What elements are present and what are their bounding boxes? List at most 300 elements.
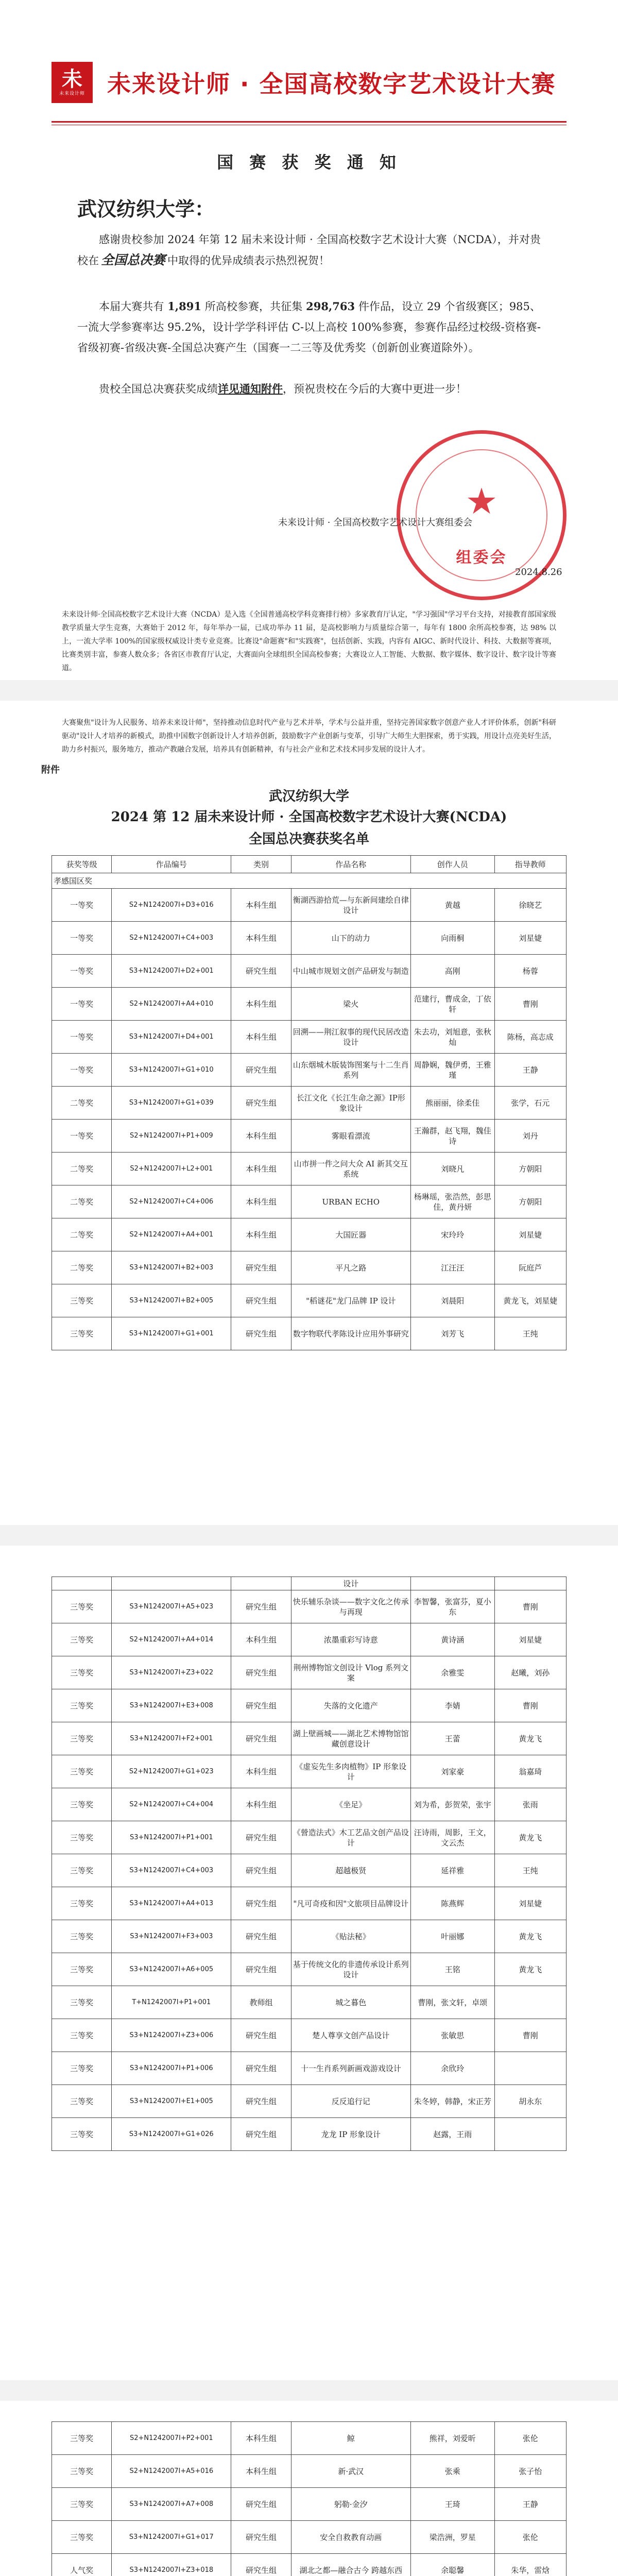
advisors-cell: 王静	[494, 1054, 566, 1087]
work-id-cell: S3+N1242007I+B2+005	[112, 1284, 231, 1317]
creators-cell: 汪诗雨，周影，王文，文云杰	[410, 1821, 494, 1854]
creators-cell: 江汪汪	[410, 1251, 494, 1284]
work-title-cell: 回溯——荆江叙事的现代民居改造设计	[291, 1021, 410, 1054]
category-cell: 研究生组	[231, 1284, 291, 1317]
category-cell: 本科生组	[231, 1120, 291, 1153]
creators-cell: 刘芳飞	[410, 1317, 494, 1350]
work-id-cell: S3+N1242007I+G1+017	[112, 2521, 231, 2554]
p2-text-a: 本届大赛共有	[99, 300, 168, 313]
creators-cell: 刘为希，彭贺荣，张宇	[410, 1788, 494, 1821]
creators-cell: 黄诗涵	[410, 1623, 494, 1656]
creators-cell: 宋玲玲	[410, 1218, 494, 1251]
work-id-cell: S2+N1242007I+C4+006	[112, 1185, 231, 1218]
advisors-cell: 徐晓艺	[494, 889, 566, 922]
advisors-cell: 刘星婕	[494, 1887, 566, 1920]
advisors-cell: 曹刚	[494, 1590, 566, 1623]
annex-org: 武汉纺织大学	[268, 789, 349, 804]
category-cell: 本科生组	[231, 1185, 291, 1218]
creators-cell: 陈燕辉	[410, 1887, 494, 1920]
work-title-cell: 平凡之路	[291, 1251, 410, 1284]
category-cell: 研究生组	[231, 2521, 291, 2554]
p2-school-count: 1,891	[167, 300, 201, 313]
creators-cell: 李智馨，张富芬，夏小东	[410, 1590, 494, 1623]
table-row	[52, 1887, 566, 1920]
work-id-cell: S3+N1242007I+F2+001	[112, 1722, 231, 1755]
award-level-cell: 一等奖	[52, 955, 112, 988]
creators-cell: 朱冬婷，韩静，宋正芳	[410, 2085, 494, 2118]
category-cell: 本科生组	[231, 1153, 291, 1185]
header-rule	[52, 121, 566, 123]
work-title-cell: 湖上壁画城——湖北艺术博物馆馆藏创意设计	[291, 1722, 410, 1755]
work-id-cell	[112, 1577, 231, 1590]
advisors-cell: 黄龙飞	[494, 1953, 566, 1986]
award-level-cell: 三等奖	[52, 1656, 112, 1689]
col-header: 创作人员	[410, 856, 494, 873]
category-cell: 研究生组	[231, 1590, 291, 1623]
creators-cell: 高刚	[410, 955, 494, 988]
advisors-cell: 王纯	[494, 1854, 566, 1887]
work-title-cell: 龙龙 IP 形象设计	[291, 2118, 410, 2151]
award-level-cell: 一等奖	[52, 988, 112, 1021]
category-cell: 研究生组	[231, 1689, 291, 1722]
award-level-cell: 三等奖	[52, 1953, 112, 1986]
advisors-cell: 曹刚	[494, 988, 566, 1021]
work-title-cell: 荆州博物馆文创设计 Vlog 系列文案	[291, 1656, 410, 1689]
addressee: 武汉纺织大学：	[77, 197, 215, 221]
award-level-cell: 人气奖	[52, 2554, 112, 2576]
category-cell: 教师组	[231, 1986, 291, 2019]
table-row	[52, 1153, 566, 1185]
table-row	[52, 1755, 566, 1788]
category-cell: 研究生组	[231, 1087, 291, 1120]
award-level-cell: 三等奖	[52, 2521, 112, 2554]
work-title-cell: 湖北之都—融合古今 跨越东西	[291, 2554, 410, 2576]
work-id-cell: S3+N1242007I+G1+001	[112, 1317, 231, 1350]
table-row	[52, 1590, 566, 1623]
category-cell: 研究生组	[231, 2554, 291, 2576]
category-cell: 研究生组	[231, 2118, 291, 2151]
competition-intro-1: 未来设计师·全国高校数字艺术设计大赛（NCDA）是入选《全国普通高校学科竞赛排行榜》多家教育厅认定，"学习强国"学习平台支持，对接教育部国家级教学质量大学生竞赛，大赛始于 2012 年，每年举办一届，已成功举办 11 届，是高校影响力与质量综合第一，每年有 1800 余所高校参赛，达 98% 以上，一流大学率 100%的国家级权威设计类专业竞赛。比赛设"命题赛"和"实践赛"，包括创新、实践，内容有 AIGC、新时代设计、科技、大数据等赛项，比赛类别丰富，参赛人数众多；各省区市教育厅认定，大赛面向全球组织全国高校参赛；大赛设立人工智能、大数据、数字媒体、数字设计、数字设计等赛道。	[62, 611, 556, 672]
category-cell: 研究生组	[231, 2488, 291, 2521]
advisors-cell: 胡永东	[494, 2085, 566, 2118]
col-header: 作品名称	[291, 856, 410, 873]
category-cell: 研究生组	[231, 1953, 291, 1986]
table-row	[52, 1120, 566, 1153]
advisors-cell: 朱华，雷焓	[494, 2554, 566, 2576]
table-row	[52, 1284, 566, 1317]
table-header-row	[52, 856, 566, 873]
table-row	[52, 1623, 566, 1656]
table-row	[52, 922, 566, 955]
advisors-cell: 曹刚	[494, 2019, 566, 2052]
award-level-cell: 一等奖	[52, 1021, 112, 1054]
work-id-cell: S3+N1242007I+A7+008	[112, 2488, 231, 2521]
work-title-cell: "稻谜花"龙门品牌 IP 设计	[291, 1284, 410, 1317]
creators-cell: 赵露，王雨	[410, 2118, 494, 2151]
work-id-cell: S3+N1242007I+P1+006	[112, 2052, 231, 2085]
category-cell: 本科生组	[231, 2455, 291, 2488]
advisors-cell: 阮庭芦	[494, 1251, 566, 1284]
table-row	[52, 955, 566, 988]
table-row	[52, 1953, 566, 1986]
advisors-cell: 翁嘉琦	[494, 1755, 566, 1788]
award-level-cell: 三等奖	[52, 1854, 112, 1887]
table-row	[52, 2521, 566, 2554]
award-level-cell: 二等奖	[52, 1153, 112, 1185]
work-title-cell: 中山城市规划文创产品研发与制造	[291, 955, 410, 988]
advisors-cell	[494, 1577, 566, 1590]
advisors-cell: 王静	[494, 2488, 566, 2521]
page-separator	[0, 2380, 618, 2401]
table-row	[52, 1317, 566, 1350]
annex-competition: 2024 第 12 届未来设计师 · 全国高校数字艺术设计大赛(NCDA)	[111, 809, 507, 825]
category-cell: 研究生组	[231, 2019, 291, 2052]
creators-cell: 曹刚，张文轩，卓颂	[410, 1986, 494, 2019]
work-title-cell: 《虚妄先生多肉植物》IP 形象设计	[291, 1755, 410, 1788]
work-id-cell: S3+N1242007I+A5+023	[112, 1590, 231, 1623]
advisors-cell: 黄龙飞	[494, 1821, 566, 1854]
category-cell: 研究生组	[231, 2052, 291, 2085]
work-title-cell: 躬勒·金汐	[291, 2488, 410, 2521]
category-cell: 研究生组	[231, 1656, 291, 1689]
annex-page-3	[0, 2401, 618, 2576]
advisors-cell: 赵曦，刘孙	[494, 1656, 566, 1689]
award-level-cell: 一等奖	[52, 1054, 112, 1087]
work-id-cell: S2+N1242007I+A4+010	[112, 988, 231, 1021]
category-cell: 本科生组	[231, 2422, 291, 2455]
advisors-cell: 方朝阳	[494, 1153, 566, 1185]
work-id-cell: S2+N1242007I+A4+014	[112, 1623, 231, 1656]
notice-date: 2024.8.26	[515, 567, 562, 578]
work-title-cell: 新·武汉	[291, 2455, 410, 2488]
award-level-cell: 三等奖	[52, 1623, 112, 1656]
table-row	[52, 1788, 566, 1821]
unit-label: 孝感国区奖	[52, 873, 566, 889]
annex-page-2	[0, 1546, 618, 2380]
annex-label: 附件	[41, 765, 60, 775]
page-separator	[0, 680, 618, 701]
work-title-cell: 大国匠器	[291, 1218, 410, 1251]
creators-cell: 王琦	[410, 2488, 494, 2521]
work-id-cell: S3+N1242007I+C4+003	[112, 1854, 231, 1887]
creators-cell: 熊祥，刘爱昕	[410, 2422, 494, 2455]
notice-paragraph-2	[77, 296, 541, 358]
work-title-cell: 安全自救教育动画	[291, 2521, 410, 2554]
award-level-cell: 三等奖	[52, 1821, 112, 1854]
award-level-cell: 一等奖	[52, 922, 112, 955]
ncda-logo	[52, 62, 93, 103]
table-row	[52, 1577, 566, 1590]
p1-handwritten-stage: 全国总决赛	[101, 252, 166, 267]
award-level-cell: 三等奖	[52, 2488, 112, 2521]
work-title-cell: 浓墨重彩写诗意	[291, 1623, 410, 1656]
col-header: 获奖等级	[52, 856, 112, 873]
award-table-3	[52, 2421, 566, 2576]
creators-cell: 范建行，曹成金，丁依轩	[410, 988, 494, 1021]
p3-text-a: 贵校全国总决赛获奖成绩	[99, 383, 218, 395]
award-level-cell: 三等奖	[52, 1689, 112, 1722]
advisors-cell: 杨蓉	[494, 955, 566, 988]
advisors-cell: 王纯	[494, 1317, 566, 1350]
table-row	[52, 1251, 566, 1284]
table-row	[52, 1689, 566, 1722]
award-level-cell: 三等奖	[52, 2019, 112, 2052]
award-level-cell: 三等奖	[52, 1887, 112, 1920]
col-header: 类别	[231, 856, 291, 873]
creators-cell: 刘家豪	[410, 1755, 494, 1788]
award-level-cell: 三等奖	[52, 2052, 112, 2085]
advisors-cell: 刘丹	[494, 1120, 566, 1153]
logo-subtext: 未来设计师	[59, 91, 85, 96]
table-row	[52, 2554, 566, 2576]
award-level-cell: 三等奖	[52, 1986, 112, 2019]
work-id-cell: S3+N1242007I+B2+003	[112, 1251, 231, 1284]
category-cell: 本科生组	[231, 889, 291, 922]
category-cell	[231, 1577, 291, 1590]
seal-text: 组委会	[456, 549, 507, 567]
advisors-cell: 张伦	[494, 2521, 566, 2554]
award-level-cell: 三等奖	[52, 1284, 112, 1317]
work-id-cell: S2+N1242007I+C4+004	[112, 1788, 231, 1821]
work-id-cell: S2+N1242007I+A5+016	[112, 2455, 231, 2488]
work-title-cell: 快乐辅乐杂谈——数字文化之传承与再现	[291, 1590, 410, 1623]
competition-title: 未来设计师 · 全国高校数字艺术设计大赛	[107, 70, 556, 98]
award-level-cell: 三等奖	[52, 1788, 112, 1821]
work-id-cell: S3+N1242007I+D4+001	[112, 1021, 231, 1054]
work-title-cell: 十一生肖系列新画戏游戏设计	[291, 2052, 410, 2085]
work-id-cell: S2+N1242007I+A4+001	[112, 1218, 231, 1251]
advisors-cell	[494, 2052, 566, 2085]
work-title-cell: "凡可奇疫和因"文旅项目品牌设计	[291, 1887, 410, 1920]
advisors-cell: 陈杨，高志成	[494, 1021, 566, 1054]
award-level-cell	[52, 1577, 112, 1590]
advisors-cell: 张伦	[494, 2422, 566, 2455]
work-title-cell: 设计	[291, 1577, 410, 1590]
col-header: 指导教师	[494, 856, 566, 873]
annex-page-1	[0, 701, 618, 1525]
award-level-cell: 三等奖	[52, 1755, 112, 1788]
advisors-cell: 刘星婕	[494, 922, 566, 955]
work-title-cell: 楚人尊享文创产品设计	[291, 2019, 410, 2052]
table-row	[52, 988, 566, 1021]
notice-title: 国 赛 获 奖 通 知	[217, 152, 401, 172]
work-title-cell: 长江文化《长江生命之源》IP形象设计	[291, 1087, 410, 1120]
work-title-cell: 《贴法秘》	[291, 1920, 410, 1953]
award-table-1	[52, 855, 566, 1350]
creators-cell: 杨琳瑶，张浩然，彭思佳，黄丹妍	[410, 1185, 494, 1218]
work-title-cell: 衡湖西游拾荒—与东新间建绘自律设计	[291, 889, 410, 922]
table-row	[52, 1021, 566, 1054]
creators-cell	[410, 1577, 494, 1590]
logo-glyph: 未	[62, 67, 82, 91]
award-level-cell: 三等奖	[52, 1722, 112, 1755]
creators-cell: 朱去功，刘旭意，张秋灿	[410, 1021, 494, 1054]
work-title-cell: 失落的文化遗产	[291, 1689, 410, 1722]
category-cell: 研究生组	[231, 1317, 291, 1350]
table-row	[52, 1986, 566, 2019]
advisors-cell: 刘星婕	[494, 1623, 566, 1656]
creators-cell: 周静娴，魏伊勇，王雅瑾	[410, 1054, 494, 1087]
work-id-cell: S3+N1242007I+A6+005	[112, 1953, 231, 1986]
advisors-cell: 张学，石元	[494, 1087, 566, 1120]
table-row	[52, 889, 566, 922]
work-id-cell: S3+N1242007I+G1+039	[112, 1087, 231, 1120]
table-row	[52, 1218, 566, 1251]
category-cell: 研究生组	[231, 955, 291, 988]
work-title-cell: 雾眼看漂流	[291, 1120, 410, 1153]
advisors-cell: 张雨	[494, 1788, 566, 1821]
work-id-cell: S3+N1242007I+A4+013	[112, 1887, 231, 1920]
creators-cell: 余欣玲	[410, 2052, 494, 2085]
col-header: 作品编号	[112, 856, 231, 873]
award-level-cell: 三等奖	[52, 1590, 112, 1623]
table-row	[52, 1656, 566, 1689]
creators-cell: 余雅雯	[410, 1656, 494, 1689]
work-id-cell: S3+N1242007I+P1+001	[112, 1821, 231, 1854]
work-id-cell: S2+N1242007I+P1+009	[112, 1120, 231, 1153]
creators-cell: 叶丽娜	[410, 1920, 494, 1953]
award-level-cell: 三等奖	[52, 2422, 112, 2455]
work-title-cell: 鲸	[291, 2422, 410, 2455]
category-cell: 研究生组	[231, 1854, 291, 1887]
brand-header	[52, 62, 556, 103]
category-cell: 本科生组	[231, 1755, 291, 1788]
p2-work-count: 298,763	[306, 300, 355, 313]
category-cell: 研究生组	[231, 1821, 291, 1854]
work-id-cell: S3+N1242007I+G1+010	[112, 1054, 231, 1087]
creators-cell: 梁浩洲，罗星	[410, 2521, 494, 2554]
signature-line: 未来设计师 · 全国高校数字艺术设计大赛组委会	[278, 517, 473, 528]
competition-intro-2: 大赛聚焦"设计为人民服务、培养未来设计师"，坚持推动信息时代产业与艺术并举，学术与公益并重，坚持完善国家数字创意产业人才评价体系，创新"科研驱动"设计人才培养的新模式，助推中国数字创新设计人才培养创新，鼓励数字产业创新与变革，引导广大师生大胆探索，勇于实践，用设计点亮美好生活，助力乡村振兴，服务地方，推动产教融合发展，培养具有创新精神，有与社会产业和艺术技术同步发展的设计人才。	[62, 719, 556, 754]
table-row	[52, 1920, 566, 1953]
work-id-cell: S2+N1242007I+D3+016	[112, 889, 231, 922]
creators-cell: 延祥雅	[410, 1854, 494, 1887]
creators-cell: 张敏思	[410, 2019, 494, 2052]
work-id-cell: S3+N1242007I+Z3+006	[112, 2019, 231, 2052]
work-id-cell: S3+N1242007I+E3+008	[112, 1689, 231, 1722]
work-title-cell: 城之暮色	[291, 1986, 410, 2019]
p1-text-a: 感谢贵校参加 2024 年第 12 届未来设计师 · 全国高校数字艺术设计大赛（NCDA），并对贵校在	[77, 233, 541, 267]
work-title-cell: 山下的动力	[291, 922, 410, 955]
p1-text-b: 中取得的优异成绩表示热烈祝贺！	[167, 255, 330, 267]
advisors-cell	[494, 2118, 566, 2151]
award-level-cell: 三等奖	[52, 2085, 112, 2118]
advisors-cell: 张子怡	[494, 2455, 566, 2488]
advisors-cell: 刘星婕	[494, 1218, 566, 1251]
table-row	[52, 2052, 566, 2085]
category-cell: 研究生组	[231, 1251, 291, 1284]
work-id-cell: T+N1242007I+P1+001	[112, 1986, 231, 2019]
category-cell: 本科生组	[231, 1021, 291, 1054]
creators-cell: 向雨桐	[410, 922, 494, 955]
creators-cell: 王铭	[410, 1953, 494, 1986]
award-level-cell: 三等奖	[52, 2455, 112, 2488]
page-separator	[0, 1525, 618, 1546]
creators-cell: 王瀚群，赵飞翔，魏佳诗	[410, 1120, 494, 1153]
work-id-cell: S3+N1242007I+E1+005	[112, 2085, 231, 2118]
work-id-cell: S2+N1242007I+C4+003	[112, 922, 231, 955]
work-id-cell: S3+N1242007I+G1+026	[112, 2118, 231, 2151]
unit-row	[52, 873, 566, 889]
category-cell: 研究生组	[231, 1887, 291, 1920]
table-row	[52, 2488, 566, 2521]
category-cell: 研究生组	[231, 1054, 291, 1087]
creators-cell: 余聪馨	[410, 2554, 494, 2576]
award-level-cell: 三等奖	[52, 1920, 112, 1953]
category-cell: 研究生组	[231, 1722, 291, 1755]
p3-text-b: ，预祝贵校在今后的大赛中更进一步！	[283, 383, 467, 395]
award-level-cell: 三等奖	[52, 2118, 112, 2151]
work-title-cell: 基于传统文化的非遗传承设计系列设计	[291, 1953, 410, 1986]
work-title-cell: URBAN ECHO	[291, 1185, 410, 1218]
table-row	[52, 2085, 566, 2118]
category-cell: 本科生组	[231, 1788, 291, 1821]
category-cell: 本科生组	[231, 1623, 291, 1656]
advisors-cell: 曹刚	[494, 1689, 566, 1722]
table-row	[52, 2422, 566, 2455]
work-id-cell: S2+N1242007I+L2+001	[112, 1153, 231, 1185]
p2-text-b: 所高校参赛，共征集	[201, 300, 306, 313]
table-row	[52, 2455, 566, 2488]
advisors-cell	[494, 1986, 566, 2019]
annex-list-title: 全国总决赛获奖名单	[248, 832, 369, 847]
category-cell: 本科生组	[231, 1218, 291, 1251]
table-row	[52, 2019, 566, 2052]
p2-text-c: 件作品，设立 29 个省级赛区；985、一流大学参赛率达 95.2%，设计学学科评估 C-以上高校 100%参赛，参赛作品经过校级-资格赛-省级初赛-省级决赛-全国总决赛产生（国赛一二三等及优秀奖（创新创业赛道除外）。	[77, 300, 541, 354]
advisors-cell: 方朝阳	[494, 1185, 566, 1218]
award-level-cell: 二等奖	[52, 1087, 112, 1120]
work-title-cell: 反反追行记	[291, 2085, 410, 2118]
award-level-cell: 二等奖	[52, 1185, 112, 1218]
work-id-cell: S2+N1242007I+G1+023	[112, 1755, 231, 1788]
creators-cell: 黄越	[410, 889, 494, 922]
award-level-cell: 一等奖	[52, 1120, 112, 1153]
creators-cell: 刘晓凡	[410, 1153, 494, 1185]
advisors-cell: 黄龙飞，刘星婕	[494, 1284, 566, 1317]
table-row	[52, 1854, 566, 1887]
notice-paragraph-3	[77, 379, 541, 399]
work-id-cell: S2+N1242007I+P2+001	[112, 2422, 231, 2455]
award-level-cell: 二等奖	[52, 1218, 112, 1251]
work-title-cell: 数字物联代孝陈设计应用外事研究	[291, 1317, 410, 1350]
award-level-cell: 二等奖	[52, 1251, 112, 1284]
award-level-cell: 三等奖	[52, 1317, 112, 1350]
category-cell: 研究生组	[231, 2085, 291, 2118]
table-row	[52, 1722, 566, 1755]
see-attachment-link[interactable]: 详见通知附件	[218, 382, 283, 395]
notice-paragraph-1	[77, 229, 541, 271]
table-row	[52, 1054, 566, 1087]
creators-cell: 熊丽丽，徐柔佳	[410, 1087, 494, 1120]
award-table-2	[52, 1577, 566, 2151]
award-level-cell: 一等奖	[52, 889, 112, 922]
table-row	[52, 1185, 566, 1218]
notice-page	[0, 0, 618, 680]
category-cell: 本科生组	[231, 988, 291, 1021]
work-title-cell: 超越极贤	[291, 1854, 410, 1887]
work-id-cell: S3+N1242007I+F3+003	[112, 1920, 231, 1953]
advisors-cell: 黄龙飞	[494, 1920, 566, 1953]
category-cell: 本科生组	[231, 922, 291, 955]
table-row	[52, 2118, 566, 2151]
table-row	[52, 1087, 566, 1120]
work-title-cell: 《坐足》	[291, 1788, 410, 1821]
work-id-cell: S3+N1242007I+Z3+018	[112, 2554, 231, 2576]
creators-cell: 王蕾	[410, 1722, 494, 1755]
work-title-cell: 梁火	[291, 988, 410, 1021]
work-title-cell: 山市拼一件之问大众 AI 新其交互系统	[291, 1153, 410, 1185]
category-cell: 研究生组	[231, 1920, 291, 1953]
